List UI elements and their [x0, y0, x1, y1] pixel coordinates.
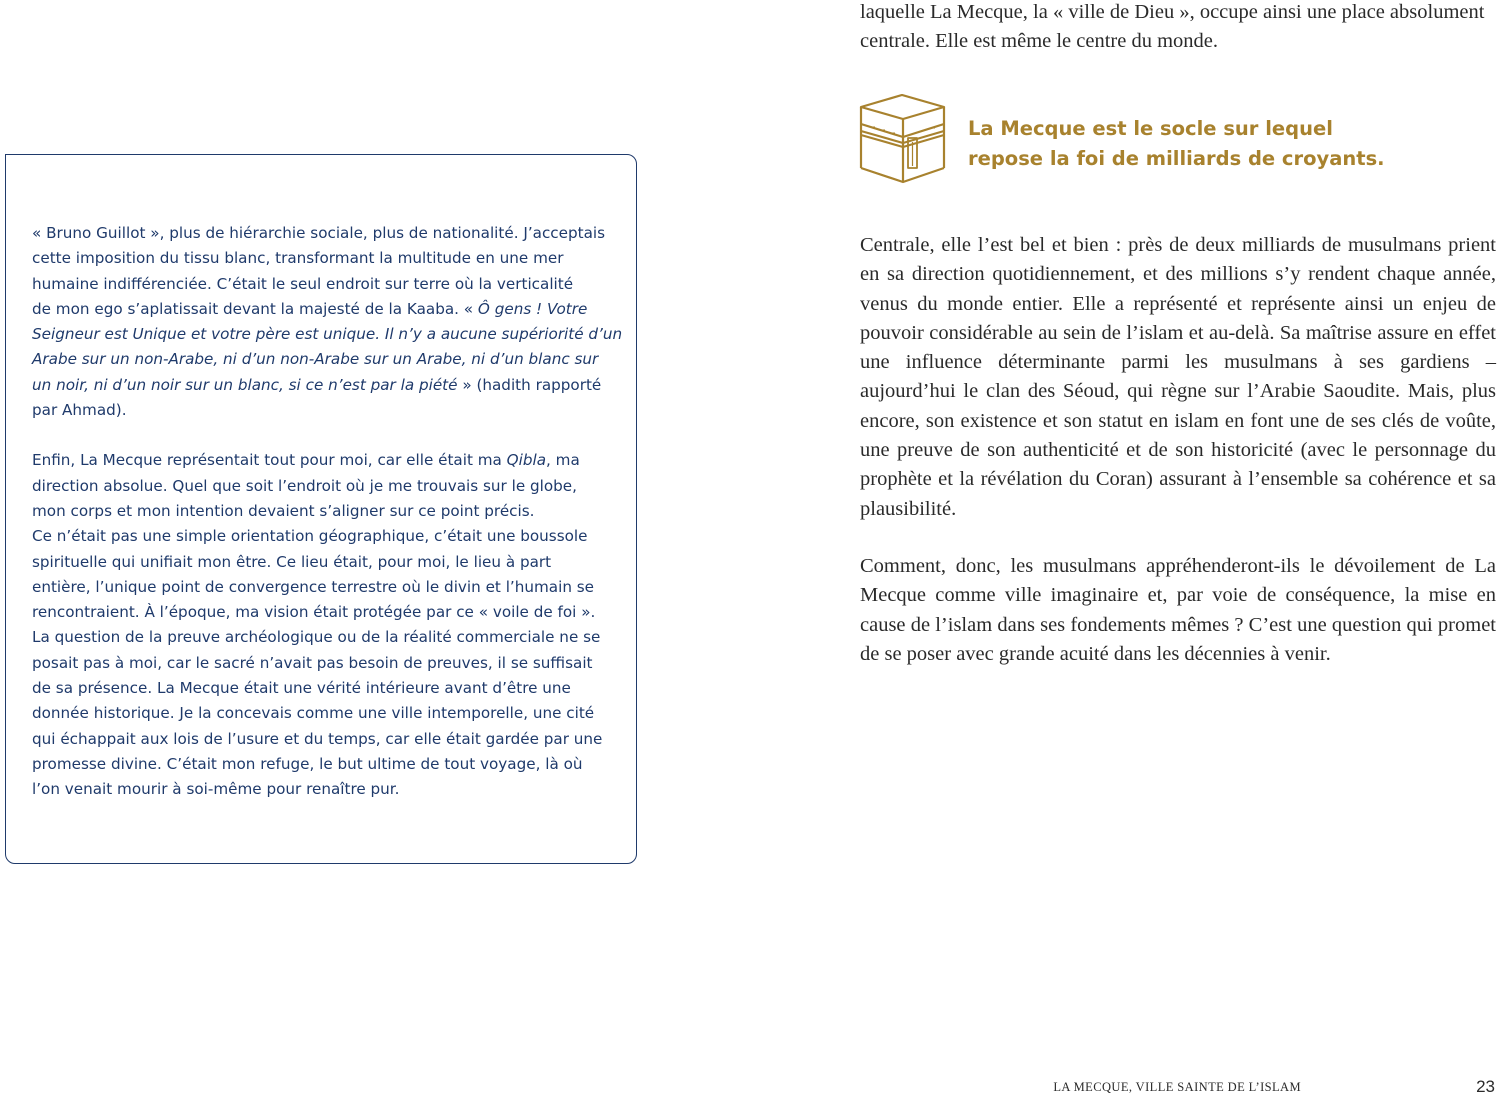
text-line: promesse divine. C’était mon refuge, le but ultime de tout voyage, là où: [32, 754, 583, 773]
page-number: 23: [1476, 1077, 1495, 1096]
kaaba-icon: [858, 94, 948, 184]
pull-quote-callout: [858, 94, 1498, 186]
hadith-quote-segment: un noir, ni d’un noir sur un blanc, si ce n’est par la piété: [32, 375, 458, 394]
text-line: [32, 373, 622, 398]
text-segment: » (hadith rapporté: [457, 375, 602, 394]
pull-quote-line-1: La Mecque est le socle sur lequel: [968, 117, 1333, 140]
body-paragraph: Centrale, elle l’est bel et bien : près de deux milliards de musulmans prient en sa direction quotidiennement, et des millions s’y rendent chaque année, venus du monde entier. Elle a représenté et représente ainsi un enjeu de pouvoir considérable au sein de l’islam et au-delà. Sa maîtrise assure en effet une influence déterminante parmi les musulmans à ses gardiens – aujourd’hui le clan des Séoud, qui règne sur l’Arabie Saoudite. Mais, plus encore, son existence et son statut en islam en font une de ses clés de voûte, une preuve de son authenticité et de son historicité (avec le personnage du prophète et la révélation du Coran) assurant à l’ensemble sa cohérence et sa plausibilité.: [860, 234, 1496, 520]
testimony-paragraph-1: [32, 221, 622, 423]
text-segment: Enfin, La Mecque représentait tout pour moi, car elle était ma: [32, 451, 507, 470]
text-line: mon corps et mon intention devaient s’aligner sur ce point précis.: [32, 501, 535, 520]
text-line: humaine indifférenciée. C’était le seul endroit sur terre où la verticalité: [32, 274, 574, 293]
text-line: par Ahmad).: [32, 401, 127, 420]
text-line: l’on venait mourir à soi-même pour renaître pur.: [32, 780, 400, 799]
pull-quote: [968, 114, 1488, 174]
text-segment: de mon ego s’aplatissait devant la majesté de la Kaaba. «: [32, 299, 478, 318]
pull-quote-line-2: repose la foi de milliards de croyants.: [968, 147, 1385, 170]
running-footer-title: LA MECQUE, VILLE SAINTE DE L’ISLAM: [1053, 1080, 1301, 1094]
hadith-quote-line: Arabe sur un non-Arabe, ni d’un non-Arabe sur un Arabe, ni d’un blanc sur: [32, 350, 599, 369]
text-line: direction absolue. Quel que soit l’endroit où je me trouvais sur le globe,: [32, 476, 577, 495]
text-line: posait pas à moi, car le sacré n’avait pas besoin de preuves, il se suffisait: [32, 653, 593, 672]
body-paragraph: Comment, donc, les musulmans appréhenderont-ils le dévoilement de La Mecque comme ville imaginaire et, par voie de conséquence, la mise en cause de l’islam dans ses fondements mêmes ? C’est une question qui promet de se poser avec grande acuité dans les décennies à venir.: [860, 554, 1496, 665]
hadith-quote-segment: Ô gens ! Votre: [477, 299, 588, 318]
text-segment: , ma: [546, 451, 580, 470]
text-line: [32, 448, 622, 473]
text-line: qui échappait aux lois de l’usure et du temps, car elle était gardée par une: [32, 729, 603, 748]
text-line: rencontraient. À l’époque, ma vision était protégée par ce « voile de foi ».: [32, 603, 596, 622]
text-line: de sa présence. La Mecque était une vérité intérieure avant d’être une: [32, 679, 571, 698]
testimony-box-text: [32, 221, 622, 803]
text-line: La question de la preuve archéologique ou de la réalité commerciale ne se: [32, 628, 601, 647]
top-paragraph: laquelle La Mecque, la « ville de Dieu », occupe ainsi une place absolument centrale. Elle est même le centre du monde.: [860, 1, 1485, 52]
text-line: entière, l’unique point de convergence terrestre où le divin et l’humain se: [32, 577, 595, 596]
qibla-term: Qibla: [506, 451, 547, 470]
main-body-text: [860, 231, 1496, 669]
text-line: Ce n’était pas une simple orientation géographique, c’était une boussole: [32, 527, 588, 546]
testimony-paragraph-2: [32, 448, 622, 802]
text-line: spirituelle qui unifiait mon être. Ce lieu était, pour moi, le lieu à part: [32, 552, 552, 571]
text-line: « Bruno Guillot », plus de hiérarchie sociale, plus de nationalité. J’acceptais: [32, 224, 606, 242]
text-line: [32, 297, 622, 322]
text-line: donnée historique. Je la concevais comme une ville intemporelle, une cité: [32, 704, 595, 723]
text-line: cette imposition du tissu blanc, transformant la multitude en une mer: [32, 249, 564, 268]
hadith-quote-line: Seigneur est Unique et votre père est unique. Il n’y a aucune supériorité d’un: [32, 325, 623, 344]
